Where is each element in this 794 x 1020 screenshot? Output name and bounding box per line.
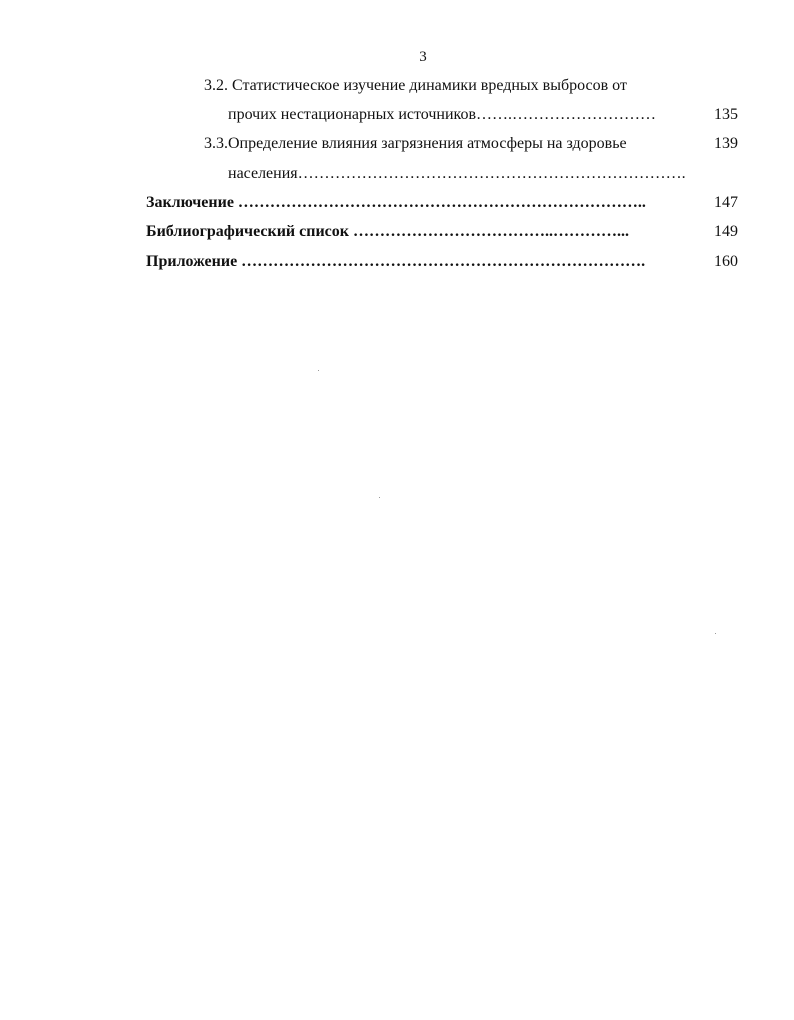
- scan-speck: [715, 633, 716, 634]
- toc-entry-3-3-page: 139: [714, 135, 738, 152]
- toc-entry-conclusion-page: 147: [714, 194, 738, 211]
- toc-entry-3-3-title-cont: населения……………………………………………………………….: [228, 165, 686, 182]
- toc-entry-bibliography-title: Библиографический список ………………………………..…………...: [146, 223, 629, 240]
- toc-entry-3-2-title-cont: прочих нестационарных источников…….………………………: [228, 106, 657, 123]
- toc-entry-3-2-title: 3.2. Статистическое изучение динамики вредных выбросов от: [204, 77, 627, 94]
- toc-entry-bibliography-page: 149: [714, 223, 738, 240]
- scan-speck: [379, 497, 380, 498]
- toc-entry-conclusion-title: Заключение …………………………………………………………………..: [146, 194, 646, 211]
- page-number: 3: [419, 49, 427, 65]
- toc-entry-appendix-page: 160: [714, 253, 738, 270]
- toc-entry-3-3-title: 3.3.Определение влияния загрязнения атмосферы на здоровье: [204, 135, 627, 152]
- toc-entry-appendix-title: Приложение ………………………………………………………………….: [146, 253, 646, 270]
- scan-speck: [318, 370, 319, 371]
- toc-entry-3-2-page: 135: [714, 106, 738, 123]
